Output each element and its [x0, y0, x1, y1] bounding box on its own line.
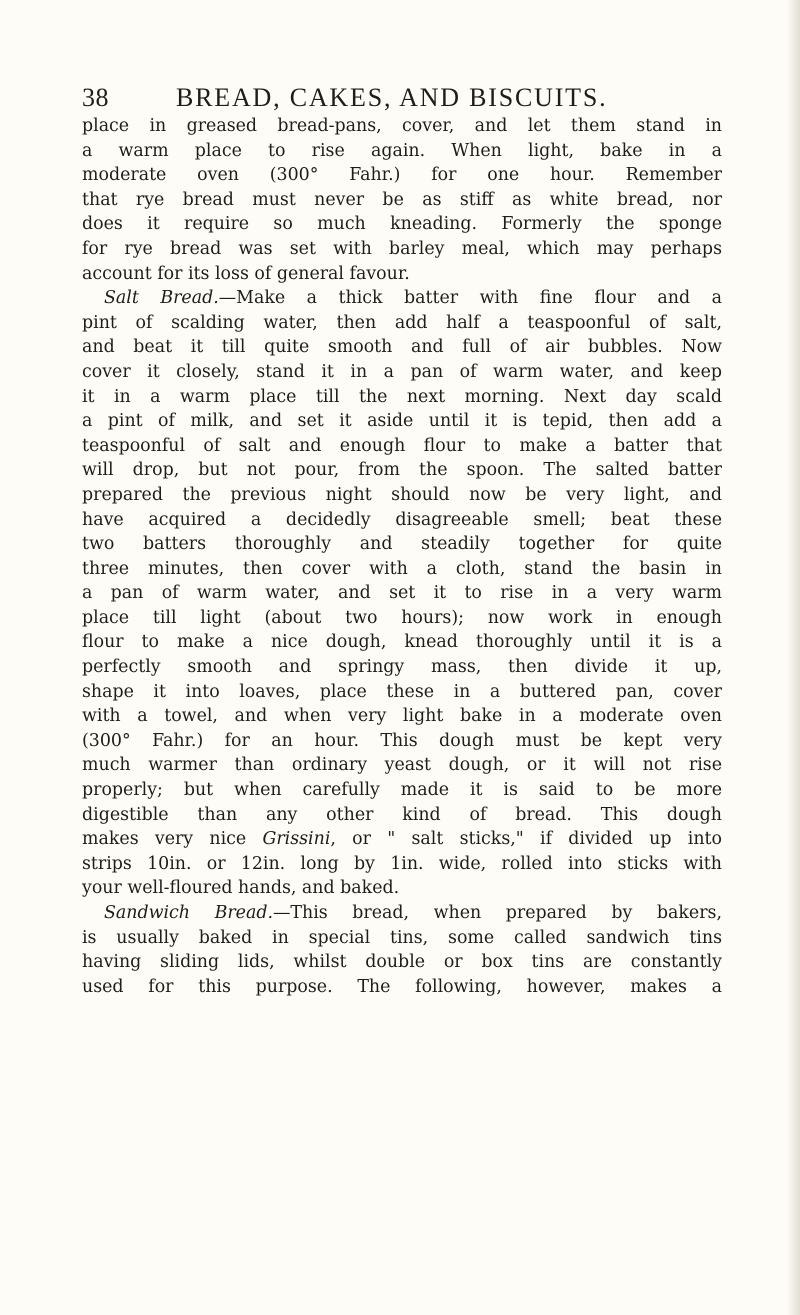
text-line: two batters thoroughly and steadily together for quite	[82, 534, 722, 555]
text-line: flour to make a nice dough, knead thoroughly until it is a	[82, 632, 722, 653]
text-line: teaspoonful of salt and enough flour to make a batter that	[82, 435, 722, 456]
text-line: much warmer than ordinary yeast dough, or it will not rise	[82, 755, 722, 776]
sandwich-bread-first-line-text: —This bread, when prepared by bakers,	[273, 903, 722, 923]
text-line: strips 10in. or 12in. long by 1in. wide, rolled into sticks with	[82, 853, 722, 874]
text-line: pint of scalding water, then add half a teaspoonful of salt,	[82, 312, 722, 333]
text-line: and beat it till quite smooth and full of air bubbles. Now	[82, 337, 722, 358]
text-line: place till light (about two hours); now work in enough	[82, 607, 722, 628]
salt-bread-first-line-text: —Make a thick batter with fine flour and a	[218, 288, 722, 309]
text-line: shape it into loaves, place these in a buttered pan, cover	[82, 681, 722, 702]
text-line: with a towel, and when very light bake in a moderate oven	[82, 706, 722, 727]
text-line: have acquired a decidedly disagreeable smell; beat these	[82, 509, 722, 530]
page-number: 38	[82, 83, 109, 112]
text-line: is usually baked in special tins, some called sandwich tins	[82, 927, 722, 948]
salt-bread-heading: Salt Bread.	[104, 288, 219, 309]
grissini-term: Grissini	[262, 829, 331, 850]
running-head	[82, 83, 722, 117]
sandwich-bread-first-line	[82, 901, 722, 926]
text-line: digestible than any other kind of bread. This dough	[82, 804, 722, 825]
text-line: (300° Fahr.) for an hour. This dough must be kept very	[82, 730, 722, 751]
text-line: prepared the previous night should now be very light, and	[82, 484, 722, 505]
running-title: BREAD, CAKES, AND BISCUITS.	[176, 83, 608, 112]
body-text	[82, 114, 722, 999]
text-line: properly; but when carefully made it is said to be more	[82, 780, 722, 801]
salt-bread-first-line	[82, 286, 722, 311]
text-line: perfectly smooth and springy mass, then divide it up,	[82, 657, 722, 678]
text-line: it in a warm place till the next morning. Next day scald	[82, 386, 722, 407]
text-line: a warm place to rise again. When light, bake in a	[82, 140, 722, 161]
text-line: having sliding lids, whilst double or box tins are constantly	[82, 952, 722, 973]
text-line: place in greased bread-pans, cover, and let them stand in	[82, 116, 722, 136]
text-line: your well-floured hands, and baked.	[82, 878, 400, 899]
text-line: for rye bread was set with barley meal, which may perhaps	[82, 238, 722, 259]
text-line: a pan of warm water, and set it to rise in a very warm	[82, 583, 722, 604]
grissini-line-pre: makes very nice	[82, 829, 263, 850]
text-line: account for its loss of general favour.	[82, 263, 410, 284]
text-line: a pint of milk, and set it aside until it is tepid, then add a	[82, 411, 722, 432]
text-line: used for this purpose. The following, however, makes a	[82, 976, 722, 997]
text-line: moderate oven (300° Fahr.) for one hour. Remember	[82, 165, 722, 186]
grissini-line-post: , or " salt sticks," if divided up into	[330, 829, 722, 850]
grissini-line	[82, 827, 722, 852]
text-line: will drop, but not pour, from the spoon. The salted batter	[82, 460, 722, 481]
sandwich-bread-heading: Sandwich Bread.	[104, 903, 274, 923]
text-line: does it require so much kneading. Formerly the sponge	[82, 214, 722, 235]
text-line: that rye bread must never be as stiff as white bread, nor	[82, 189, 722, 210]
text-line: three minutes, then cover with a cloth, stand the basin in	[82, 558, 722, 579]
page-edge-shadow	[786, 0, 800, 1315]
text-line: cover it closely, stand it in a pan of warm water, and keep	[82, 361, 722, 382]
